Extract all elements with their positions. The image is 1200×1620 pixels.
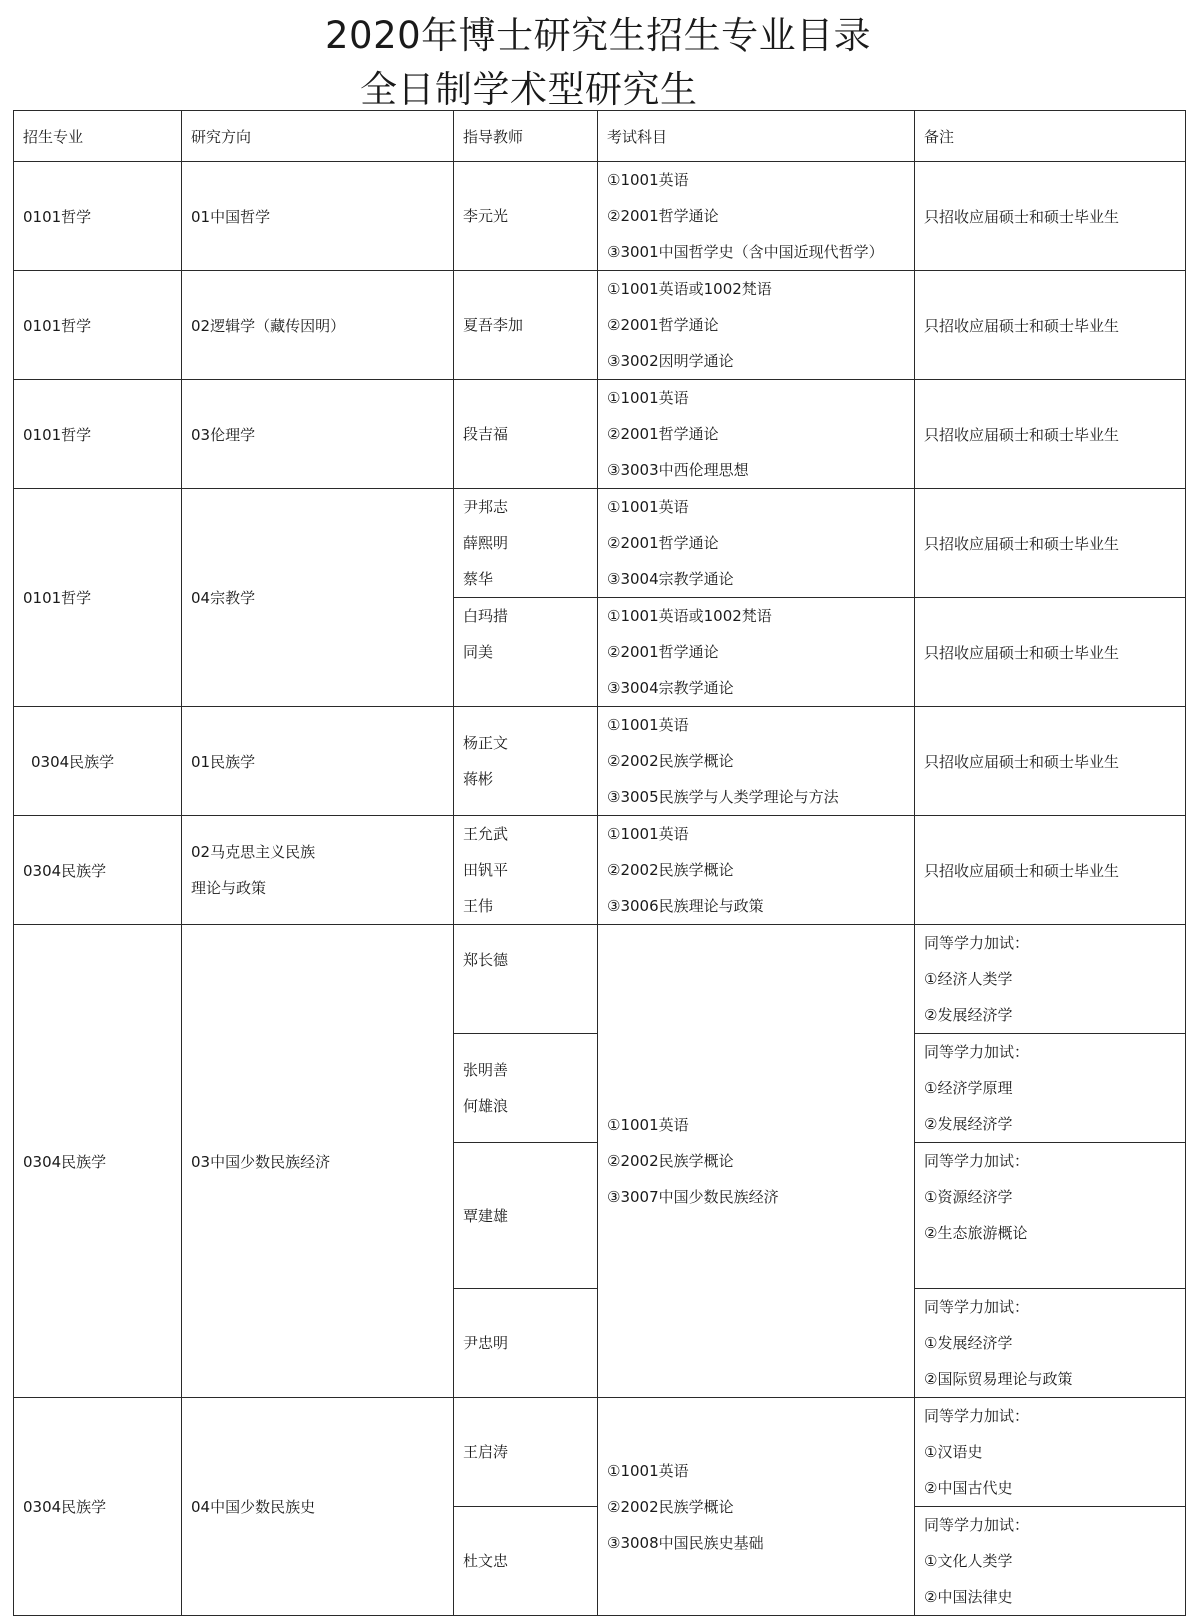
exam-subject: ③3004宗教学通论 bbox=[607, 570, 734, 588]
direction-cell: 04宗教学 bbox=[182, 489, 454, 707]
remark-line: 同等学力加试： bbox=[924, 1298, 1030, 1316]
exam-subject: ①1001英语 bbox=[607, 498, 689, 516]
remark-line: ②国际贸易理论与政策 bbox=[924, 1370, 1073, 1388]
exam-subject: ③3001中国哲学史（含中国近现代哲学） bbox=[607, 243, 884, 261]
advisor-cell bbox=[454, 380, 598, 489]
remark-cell bbox=[915, 1507, 1186, 1616]
major-cell: 0304民族学 bbox=[14, 1398, 182, 1616]
direction-cell: 01民族学 bbox=[182, 707, 454, 816]
remark-line: ②中国法律史 bbox=[924, 1588, 1013, 1606]
remark-line: ①发展经济学 bbox=[924, 1334, 1013, 1352]
major-cell: 0304民族学 bbox=[14, 816, 182, 925]
advisor-cell bbox=[454, 489, 598, 598]
exam-subject: ①1001英语 bbox=[607, 825, 689, 843]
table-row bbox=[14, 489, 1186, 598]
exam-cell bbox=[598, 162, 915, 271]
exam-cell bbox=[598, 271, 915, 380]
table-row bbox=[14, 162, 1186, 271]
exam-subject: ③3006民族理论与政策 bbox=[607, 897, 764, 915]
exam-subject: ③3008中国民族史基础 bbox=[607, 1533, 764, 1552]
direction-line: 02马克思主义民族 bbox=[191, 843, 316, 861]
exam-subject: ②2001哲学通论 bbox=[607, 534, 719, 552]
exam-subject: ③3003中西伦理思想 bbox=[607, 461, 749, 479]
remark-line: ②发展经济学 bbox=[924, 1006, 1013, 1024]
major-cell: 0304民族学 bbox=[14, 707, 182, 816]
remark-cell: 只招收应届硕士和硕士毕业生 bbox=[915, 162, 1186, 271]
table-row bbox=[14, 271, 1186, 380]
exam-subject: ③3007中国少数民族经济 bbox=[607, 1188, 779, 1206]
advisor-name: 何雄浪 bbox=[463, 1097, 509, 1115]
remark-cell bbox=[915, 925, 1186, 1034]
direction-cell: 03中国少数民族经济 bbox=[182, 925, 454, 1398]
remark-cell bbox=[915, 1143, 1186, 1289]
major-cell: 0101哲学 bbox=[14, 380, 182, 489]
advisor-name: 王允武 bbox=[463, 825, 509, 843]
exam-cell bbox=[598, 925, 915, 1398]
exam-subject: ②2002民族学概论 bbox=[607, 1152, 734, 1170]
exam-subject: ②2002民族学概论 bbox=[607, 861, 734, 879]
direction-cell: 03伦理学 bbox=[182, 380, 454, 489]
advisor-name: 李元光 bbox=[463, 207, 509, 225]
header-direction: 研究方向 bbox=[182, 111, 454, 162]
advisor-cell bbox=[454, 1034, 598, 1143]
advisor-name: 田钒平 bbox=[463, 861, 509, 879]
remark-line: ①经济学原理 bbox=[924, 1079, 1013, 1097]
exam-subject: ②2002民族学概论 bbox=[607, 1497, 734, 1516]
advisor-name: 白玛措 bbox=[463, 607, 509, 625]
exam-cell bbox=[598, 489, 915, 598]
exam-subject: ②2002民族学概论 bbox=[607, 752, 734, 770]
exam-subject: ②2001哲学通论 bbox=[607, 207, 719, 225]
advisor-name: 蔡华 bbox=[463, 570, 494, 588]
exam-subject: ②2001哲学通论 bbox=[607, 425, 719, 443]
remark-cell: 只招收应届硕士和硕士毕业生 bbox=[915, 380, 1186, 489]
remark-cell bbox=[915, 1398, 1186, 1507]
exam-subject: ①1001英语 bbox=[607, 1461, 689, 1480]
advisor-name: 覃建雄 bbox=[463, 1206, 509, 1225]
exam-subject: ②2001哲学通论 bbox=[607, 643, 719, 661]
advisor-cell bbox=[454, 1143, 598, 1289]
exam-subject: ①1001英语或1002梵语 bbox=[607, 280, 772, 298]
remark-line: ②生态旅游概论 bbox=[924, 1224, 1028, 1242]
remark-line: 同等学力加试： bbox=[924, 1516, 1030, 1534]
exam-subject: ①1001英语或1002梵语 bbox=[607, 607, 772, 625]
exam-subject: ②2001哲学通论 bbox=[607, 316, 719, 334]
direction-cell: 04中国少数民族史 bbox=[182, 1398, 454, 1616]
advisor-name: 蒋彬 bbox=[463, 770, 494, 788]
advisor-name: 王启涛 bbox=[463, 1443, 509, 1461]
advisor-name: 夏吾李加 bbox=[463, 316, 524, 334]
exam-subject: ①1001英语 bbox=[607, 171, 689, 189]
header-major: 招生专业 bbox=[14, 111, 182, 162]
remark-cell bbox=[915, 1289, 1186, 1398]
exam-subject: ③3002因明学通论 bbox=[607, 352, 734, 370]
remark-line: ①汉语史 bbox=[924, 1443, 983, 1461]
remark-line: ②发展经济学 bbox=[924, 1115, 1013, 1133]
remark-line: ①文化人类学 bbox=[924, 1552, 1013, 1570]
advisor-name: 尹忠明 bbox=[463, 1334, 509, 1352]
table-row bbox=[14, 707, 1186, 816]
advisor-cell bbox=[454, 1289, 598, 1398]
advisor-cell bbox=[454, 925, 598, 1034]
remark-line: ①经济人类学 bbox=[924, 970, 1013, 988]
exam-subject: ①1001英语 bbox=[607, 716, 689, 734]
advisor-cell bbox=[454, 1398, 598, 1507]
exam-cell bbox=[598, 707, 915, 816]
advisor-cell bbox=[454, 271, 598, 380]
page-title: 2020年博士研究生招生专业目录 bbox=[325, 14, 872, 57]
exam-cell bbox=[598, 816, 915, 925]
major-cell: 0101哲学 bbox=[14, 162, 182, 271]
advisor-cell bbox=[454, 598, 598, 707]
major-cell: 0101哲学 bbox=[14, 489, 182, 707]
advisor-name: 薛熙明 bbox=[463, 534, 509, 552]
remark-cell: 只招收应届硕士和硕士毕业生 bbox=[915, 489, 1186, 598]
advisor-name: 段吉福 bbox=[463, 425, 509, 443]
advisor-cell bbox=[454, 816, 598, 925]
advisor-name: 同美 bbox=[463, 643, 494, 661]
exam-cell bbox=[598, 1398, 915, 1616]
direction-cell: 02逻辑学（藏传因明） bbox=[182, 271, 454, 380]
advisor-name: 尹邦志 bbox=[463, 498, 509, 516]
remark-line: ②中国古代史 bbox=[924, 1479, 1013, 1497]
advisor-cell bbox=[454, 707, 598, 816]
table-row bbox=[14, 925, 1186, 1034]
remark-line: 同等学力加试： bbox=[924, 1152, 1030, 1170]
exam-cell bbox=[598, 380, 915, 489]
advisor-cell bbox=[454, 162, 598, 271]
remark-cell: 只招收应届硕士和硕士毕业生 bbox=[915, 816, 1186, 925]
advisor-name: 杨正文 bbox=[463, 734, 509, 752]
major-cell: 0101哲学 bbox=[14, 271, 182, 380]
direction-cell: 01中国哲学 bbox=[182, 162, 454, 271]
remark-cell: 只招收应届硕士和硕士毕业生 bbox=[915, 598, 1186, 707]
table-header-row bbox=[14, 111, 1186, 162]
exam-subject: ①1001英语 bbox=[607, 389, 689, 407]
advisor-name: 杜文忠 bbox=[463, 1552, 509, 1570]
exam-subject: ③3005民族学与人类学理论与方法 bbox=[607, 788, 839, 806]
direction-line: 理论与政策 bbox=[191, 879, 267, 897]
catalog-table bbox=[13, 110, 1186, 1616]
exam-subject: ③3004宗教学通论 bbox=[607, 679, 734, 697]
direction-cell bbox=[182, 816, 454, 925]
advisor-name: 王伟 bbox=[463, 897, 494, 915]
header-advisor: 指导教师 bbox=[454, 111, 598, 162]
advisor-name: 郑长德 bbox=[463, 951, 509, 969]
remark-line: ①资源经济学 bbox=[924, 1188, 1013, 1206]
advisor-name: 张明善 bbox=[463, 1061, 509, 1079]
remark-cell: 只招收应届硕士和硕士毕业生 bbox=[915, 271, 1186, 380]
exam-subject: ①1001英语 bbox=[607, 1116, 689, 1134]
table-row bbox=[14, 1398, 1186, 1507]
remark-cell bbox=[915, 1034, 1186, 1143]
header-exam: 考试科目 bbox=[598, 111, 915, 162]
major-cell: 0304民族学 bbox=[14, 925, 182, 1398]
remark-cell: 只招收应届硕士和硕士毕业生 bbox=[915, 707, 1186, 816]
remark-line: 同等学力加试： bbox=[924, 1407, 1030, 1425]
remark-line: 同等学力加试： bbox=[924, 1043, 1030, 1061]
table-row bbox=[14, 380, 1186, 489]
table-row bbox=[14, 816, 1186, 925]
remark-line: 同等学力加试： bbox=[924, 934, 1030, 952]
page-subtitle: 全日制学术型研究生 bbox=[360, 68, 698, 111]
header-remark: 备注 bbox=[915, 111, 1186, 162]
exam-cell bbox=[598, 598, 915, 707]
advisor-cell bbox=[454, 1507, 598, 1616]
